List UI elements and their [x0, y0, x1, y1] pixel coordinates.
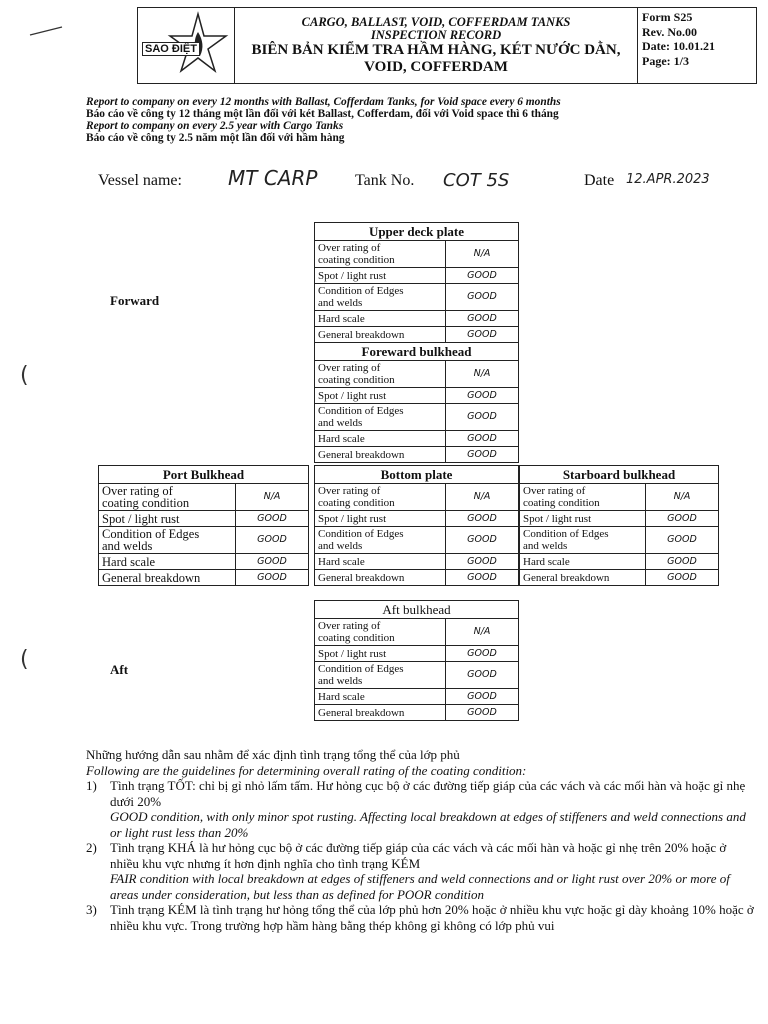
rating-cell[interactable]: GOOD — [446, 311, 519, 327]
row-label: Condition of Edges and welds — [520, 527, 646, 554]
row-label: Condition of Edges and welds — [315, 284, 446, 311]
form-info — [638, 8, 756, 83]
row-label: Spot / light rust — [315, 388, 446, 404]
section-title-bottom-plate: Bottom plate — [315, 466, 519, 484]
aft-bulkhead-table — [314, 600, 519, 721]
section-title-port-bulkhead: Port Bulkhead — [99, 466, 309, 484]
rating-cell[interactable]: GOOD — [446, 705, 519, 721]
bottom-plate-table — [314, 465, 519, 586]
aft-label: Aft — [110, 662, 129, 677]
row-label: Hard scale — [315, 689, 446, 705]
row-label: General breakdown — [315, 327, 446, 343]
guidelines-intro-vn: Những hướng dẫn sau nhằm để xác định tình trạng tổng thể của lớp phủ — [86, 747, 460, 762]
item-number: 2) — [86, 840, 97, 855]
rating-cell[interactable]: GOOD — [646, 570, 719, 586]
forward-label: Forward — [110, 293, 160, 308]
row-label: General breakdown — [315, 447, 446, 463]
row-label: Over rating of coating condition — [315, 241, 446, 268]
row-label: Hard scale — [315, 431, 446, 447]
date-value[interactable]: 12.APR.2023 — [626, 172, 710, 187]
rating-cell[interactable]: GOOD — [446, 570, 519, 586]
row-label: Hard scale — [315, 311, 446, 327]
rating-cell[interactable]: N/A — [446, 241, 519, 268]
title-en-line1: CARGO, BALLAST, VOID, COFFERDAM TANKS — [301, 14, 571, 29]
report-line-2: Báo cáo về công ty 12 tháng một lần đối với két Ballast, Cofferdam, đối với Void space thì 6 tháng — [86, 108, 559, 120]
form-number: Form S25 — [642, 10, 693, 24]
rating-cell[interactable]: GOOD — [446, 404, 519, 431]
guideline-item — [86, 840, 758, 902]
rating-cell[interactable]: GOOD — [446, 527, 519, 554]
row-label: Condition of Edges and welds — [315, 662, 446, 689]
rating-cell[interactable]: GOOD — [236, 511, 309, 527]
vessel-name-label: Vessel name: — [98, 172, 182, 189]
rating-cell[interactable]: GOOD — [446, 284, 519, 311]
report-line-3: Report to company on every 2.5 year with Cargo Tanks — [86, 120, 344, 132]
row-label: General breakdown — [99, 570, 236, 586]
company-logo — [138, 8, 235, 83]
section-title-foreward-bulkhead: Foreward bulkhead — [315, 343, 519, 361]
row-label: Spot / light rust — [315, 646, 446, 662]
row-label: Spot / light rust — [520, 511, 646, 527]
rating-cell[interactable]: GOOD — [446, 511, 519, 527]
upper-forward-table — [314, 222, 519, 463]
rating-cell[interactable]: N/A — [446, 361, 519, 388]
rating-cell[interactable]: GOOD — [646, 554, 719, 570]
row-label: Over rating of coating condition — [315, 361, 446, 388]
row-label: Over rating of coating condition — [99, 484, 236, 511]
row-label: Hard scale — [99, 554, 236, 570]
rating-cell[interactable]: GOOD — [646, 511, 719, 527]
punch-hole-mark: ( — [20, 647, 29, 672]
revision-number: Rev. No.00 — [642, 24, 697, 39]
port-bulkhead-table — [98, 465, 309, 586]
section-title-upper-deck: Upper deck plate — [315, 223, 519, 241]
starboard-bulkhead-table — [519, 465, 719, 586]
rating-cell[interactable]: GOOD — [446, 431, 519, 447]
row-label: General breakdown — [520, 570, 646, 586]
rating-cell[interactable]: GOOD — [236, 554, 309, 570]
vessel-name-value[interactable]: MT CARP — [228, 166, 318, 190]
row-label: Hard scale — [315, 554, 446, 570]
form-date: Date: 10.01.21 — [642, 39, 715, 53]
row-label: Condition of Edges and welds — [315, 527, 446, 554]
guideline-en: FAIR condition with local breakdown at edges of stiffeners and weld connections and or light rust over 20% or more of areas under consideration, but less than as defined for POOR condition — [110, 871, 730, 902]
row-label: General breakdown — [315, 705, 446, 721]
rating-cell[interactable]: GOOD — [446, 327, 519, 343]
report-line-1: Report to company on every 12 months with Ballast, Cofferdam Tanks, for Void space every 6 months — [86, 96, 561, 108]
logo-text: SAO ĐIỆT — [142, 42, 200, 56]
rating-cell[interactable]: GOOD — [446, 689, 519, 705]
row-label: Over rating of coating condition — [520, 484, 646, 511]
row-label: Spot / light rust — [315, 268, 446, 284]
date-label: Date — [584, 172, 615, 189]
row-label: Condition of Edges and welds — [99, 527, 236, 554]
form-title — [235, 8, 638, 83]
rating-cell[interactable]: N/A — [236, 484, 309, 511]
guidelines-intro-en: Following are the guidelines for determining overall rating of the coating condition: — [86, 762, 527, 778]
page-number: Page: 1/3 — [642, 53, 689, 68]
rating-cell[interactable]: N/A — [646, 484, 719, 511]
guideline-en: GOOD condition, with only minor spot rusting. Affecting local breakdown at edges of stiffeners and weld connections and or light rust less than 20% — [110, 809, 746, 840]
guideline-item — [86, 778, 758, 840]
guideline-vn: Tình trạng KHÁ là hư hỏng cục bộ ở các đường tiếp giáp của các vách và các mối hàn và hoặc gỉ nhẹ trên 20% hoặc ở nhiều khu vực nhưng ít hơn định nghĩa cho tình trạng KÉM — [110, 840, 727, 871]
title-en-line2: INSPECTION RECORD — [370, 27, 502, 42]
guideline-vn: Tình trạng KÉM là tình trạng hư hỏng tổng thể của lớp phủ hơn 20% hoặc ở nhiều khu vực hoặc gỉ dày khoảng 10% hoặc ở nhiều khu vực. Trong trường hợp hầm hàng bằng thép không gỉ không có lớp phủ vui — [110, 902, 754, 933]
item-number: 3) — [86, 902, 97, 917]
row-label: General breakdown — [315, 570, 446, 586]
rating-cell[interactable]: GOOD — [446, 554, 519, 570]
row-label: Spot / light rust — [99, 511, 236, 527]
form-header — [137, 7, 757, 84]
tank-no-label: Tank No. — [355, 172, 415, 189]
row-label: Over rating of coating condition — [315, 484, 446, 511]
rating-cell[interactable]: GOOD — [446, 447, 519, 463]
row-label: Hard scale — [520, 554, 646, 570]
item-number: 1) — [86, 778, 97, 793]
rating-cell[interactable]: GOOD — [446, 662, 519, 689]
rating-cell[interactable]: GOOD — [646, 527, 719, 554]
row-label: Over rating of coating condition — [315, 619, 446, 646]
report-line-4: Báo cáo về công ty 2.5 năm một lần đối với hầm hàng — [86, 132, 345, 144]
guideline-item — [86, 902, 758, 933]
section-title-aft-bulkhead: Aft bulkhead — [315, 601, 519, 619]
rating-cell[interactable]: GOOD — [236, 527, 309, 554]
title-vn-line1: BIÊN BẢN KIỂM TRA HẦM HÀNG, KÉT NƯỚC DẰN, — [251, 41, 621, 58]
rating-cell[interactable]: GOOD — [446, 388, 519, 404]
guideline-vn: Tình trạng TỐT: chỉ bị gỉ nhỏ lấm tấm. Hư hỏng cục bộ ở các đường tiếp giáp của các vách và các mối hàn và hoặc gỉ nhẹ dưới 20% — [110, 778, 746, 809]
tank-no-value[interactable]: COT 5S — [443, 170, 510, 191]
punch-hole-mark: ( — [20, 363, 29, 388]
pen-mark-icon — [28, 24, 64, 38]
guidelines-section — [86, 747, 758, 933]
rating-cell[interactable]: N/A — [446, 619, 519, 646]
row-label: Spot / light rust — [315, 511, 446, 527]
rating-cell[interactable]: GOOD — [446, 268, 519, 284]
section-title-starboard-bulkhead: Starboard bulkhead — [520, 466, 719, 484]
rating-cell[interactable]: GOOD — [236, 570, 309, 586]
title-vn-line2: VOID, COFFERDAM — [364, 58, 508, 75]
row-label: Condition of Edges and welds — [315, 404, 446, 431]
rating-cell[interactable]: GOOD — [446, 646, 519, 662]
rating-cell[interactable]: N/A — [446, 484, 519, 511]
